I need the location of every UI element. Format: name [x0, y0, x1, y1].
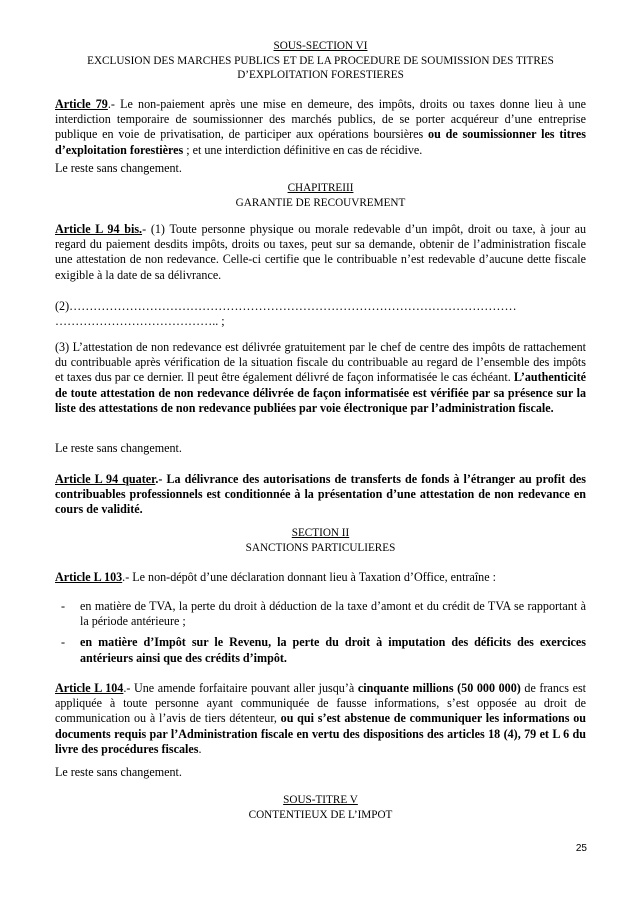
text-run: Le reste sans changement.	[55, 161, 182, 175]
page-number: 25	[575, 843, 587, 854]
list-dash: -	[61, 635, 66, 650]
unchanged-note	[55, 765, 586, 780]
paragraph-2-elided	[55, 299, 586, 329]
text-run: Le reste sans changement.	[55, 441, 182, 455]
list-item-text	[80, 599, 586, 628]
text-run: de francs est appliquée à toute personne ayant communiquée de fausse informations, s’est opposée au droit de communication ou à l’avis de tiers détenteur,	[55, 681, 587, 726]
text-run: en matière de TVA, la perte du droit à déduction de la taxe d’amont et du crédit de TVA se rapportant à la période antérieure ;	[80, 599, 586, 629]
heading-line: CONTENTIEUX DE L’IMPOT	[248, 808, 393, 821]
text-run: en matière d’Impôt sur le Revenu, la perte du droit à imputation des déficits des exercices antérieurs ainsi que des crédits d’impôt.	[80, 635, 586, 665]
text-run: ou de soumissionner les titres d’exploitation forestières	[55, 127, 586, 157]
article-l104-paragraph	[55, 681, 586, 757]
heading-line: SANCTIONS PARTICULIERES	[245, 541, 396, 554]
heading-line: SECTION II	[291, 527, 350, 539]
heading-line: D’EXPLOITATION FORESTIERES	[237, 69, 404, 81]
text-run: .- Le non-paiement après une mise en demeure, des impôts, droits ou taxes donne lieu à une interdiction temporaire de soumissionner des marchés publics, de se porter acquéreur d’une entreprise publique en voie de privatisation, de participer aux opérations boursières	[55, 97, 586, 142]
heading-line: CHAPITREIII	[287, 182, 354, 194]
heading-section-ii	[55, 526, 586, 555]
text-run: Article 79	[55, 97, 108, 111]
paragraph-3	[55, 340, 586, 416]
unchanged-note	[55, 161, 586, 176]
text-run: Article L 94 quater	[55, 472, 156, 486]
article-l94-quater-paragraph	[55, 472, 586, 518]
text-run: - (1) Toute personne physique ou morale redevable d’un impôt, droit ou taxe, à jour au regard du paiement desdits impôts, droits ou taxes, peut sur sa demande, obtenir de l’administration fiscale une attestation de non redevance. Celle-ci certifie que le contribuable n’est redevable d’aucune dette fiscale exigible à la date de sa délivrance.	[55, 222, 586, 282]
heading-chapitre-iii	[55, 181, 586, 210]
text-run: .- Le non-dépôt d’une déclaration donnant lieu à Taxation d’Office, entraîne :	[122, 570, 496, 584]
list-dash: -	[61, 599, 66, 613]
list-item	[55, 599, 586, 629]
heading-sous-titre-v	[55, 793, 586, 822]
article-79-paragraph	[55, 97, 586, 158]
article-l94-bis-paragraph	[55, 222, 586, 283]
heading-line: SOUS-TITRE V	[283, 794, 358, 806]
article-l103-paragraph	[55, 570, 586, 585]
text-run: Article L 104	[55, 681, 124, 695]
text-run: ou qui s’est abstenue de communiquer les informations ou documents requis par l’Administration fiscale en vertu des dispositions des articles 18 (4), 79 et L 6 du livre des procédures fiscales	[55, 711, 586, 756]
text-run: (3) L’attestation de non redevance est délivrée gratuitement par le chef de centre des impôts de rattachement du contribuable après vérification de la situation fiscale du contribuable au regard de l’ensemble des impôts et taxes dus par ce dernier. Il peut être également délivré de façon informatisée le cas échéant.	[55, 340, 586, 385]
text-run: .- Une amende forfaitaire pouvant aller jusqu’à	[123, 681, 358, 695]
text-run: Article L 94 bis.	[55, 222, 143, 236]
heading-sous-section-vi	[55, 39, 586, 83]
text-run: Article L 103	[55, 570, 123, 584]
article-l103-list	[55, 599, 586, 672]
text-run: L’authenticité de toute attestation de non redevance délivrée de façon informatisée est vérifiée par sa présence sur la liste des attestations de non redevance publiées par voie électronique par l’administration fiscale.	[55, 370, 586, 415]
heading-line: EXCLUSION DES MARCHES PUBLICS ET DE LA PROCEDURE DE SOUMISSION DES TITRES	[87, 54, 554, 67]
heading-line: SOUS-SECTION VI	[273, 40, 368, 52]
text-run: .- La délivrance des autorisations de transferts de fonds à l’étranger au profit des contribuables professionnels est conditionnée à la présentation d’une attestation de non redevance en cours de validité.	[55, 472, 586, 517]
list-item	[55, 635, 586, 665]
text-run: ; et une interdiction définitive en cas de récidive.	[183, 142, 423, 157]
text-run: .	[198, 741, 202, 756]
unchanged-note	[55, 441, 586, 456]
heading-line: GARANTIE DE RECOUVREMENT	[235, 196, 406, 209]
text-run: Le reste sans changement.	[55, 765, 182, 779]
list-item-text	[80, 635, 586, 664]
text-run: (2)………………………………………………………………………………………………… ………………………………….. ;	[55, 299, 517, 329]
text-run: cinquante millions (50 000 000)	[357, 681, 521, 695]
